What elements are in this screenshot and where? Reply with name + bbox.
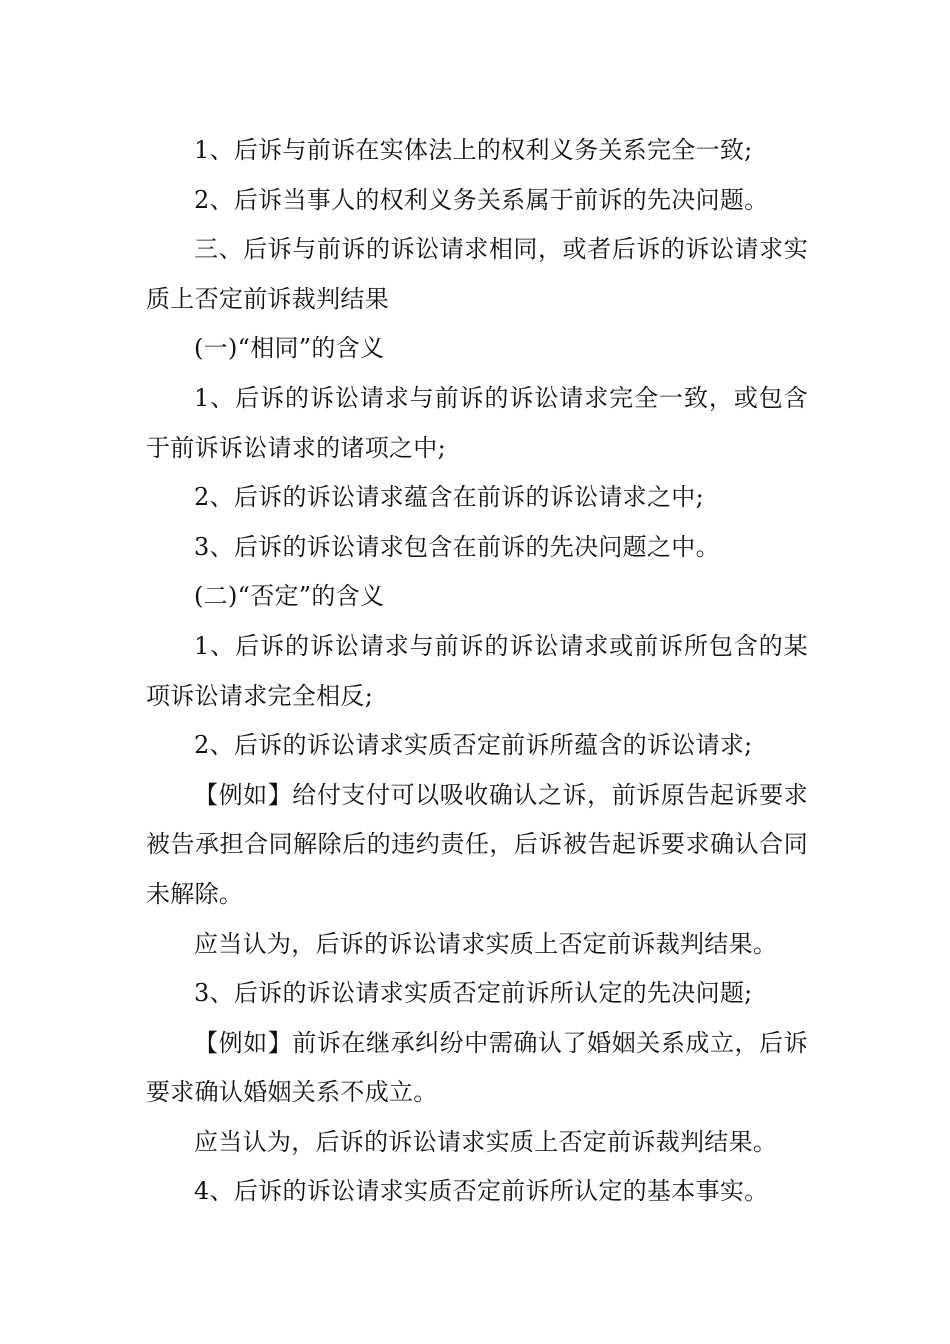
paragraph: 1、后诉与前诉在实体法上的权利义务关系完全一致; <box>194 136 753 164</box>
paragraph: 1、后诉的诉讼请求与前诉的诉讼请求或前诉所包含的某项诉讼请求完全相反; <box>146 631 808 710</box>
example-paragraph: 【例如】给付支付可以吸收确认之诉，前诉原告起诉要求被告承担合同解除后的违约责任，后诉被告起诉要求确认合同未解除。 <box>146 780 808 908</box>
paragraph: 应当认为，后诉的诉讼请求实质上否定前诉裁判结果。 <box>194 929 778 958</box>
paragraph: 3、后诉的诉讼请求实质否定前诉所认定的先决问题; <box>194 979 753 1008</box>
subsection-heading: (一)“相同”的含义 <box>194 334 385 363</box>
document-body <box>146 126 808 1217</box>
subsection-heading: (二)“否定”的含义 <box>194 582 385 611</box>
example-paragraph: 【例如】前诉在继承纠纷中需确认了婚姻关系成立，后诉要求确认婚姻关系不成立。 <box>146 1028 808 1107</box>
paragraph: 4、后诉的诉讼请求实质否定前诉所认定的基本事实。 <box>194 1177 769 1206</box>
paragraph: 2、后诉的诉讼请求实质否定前诉所蕴含的诉讼请求; <box>194 731 753 760</box>
paragraph: 2、后诉的诉讼请求蕴含在前诉的诉讼请求之中; <box>194 483 704 512</box>
section-heading: 三、后诉与前诉的诉讼请求相同，或者后诉的诉讼请求实质上否定前诉裁判结果 <box>146 235 808 313</box>
paragraph: 3、后诉的诉讼请求包含在前诉的先决问题之中。 <box>194 532 720 561</box>
paragraph: 应当认为，后诉的诉讼请求实质上否定前诉裁判结果。 <box>194 1127 778 1156</box>
paragraph: 1、后诉的诉讼请求与前诉的诉讼请求完全一致，或包含于前诉诉讼请求的诸项之中; <box>146 383 808 462</box>
paragraph: 2、后诉当事人的权利义务关系属于前诉的先决问题。 <box>194 185 769 214</box>
